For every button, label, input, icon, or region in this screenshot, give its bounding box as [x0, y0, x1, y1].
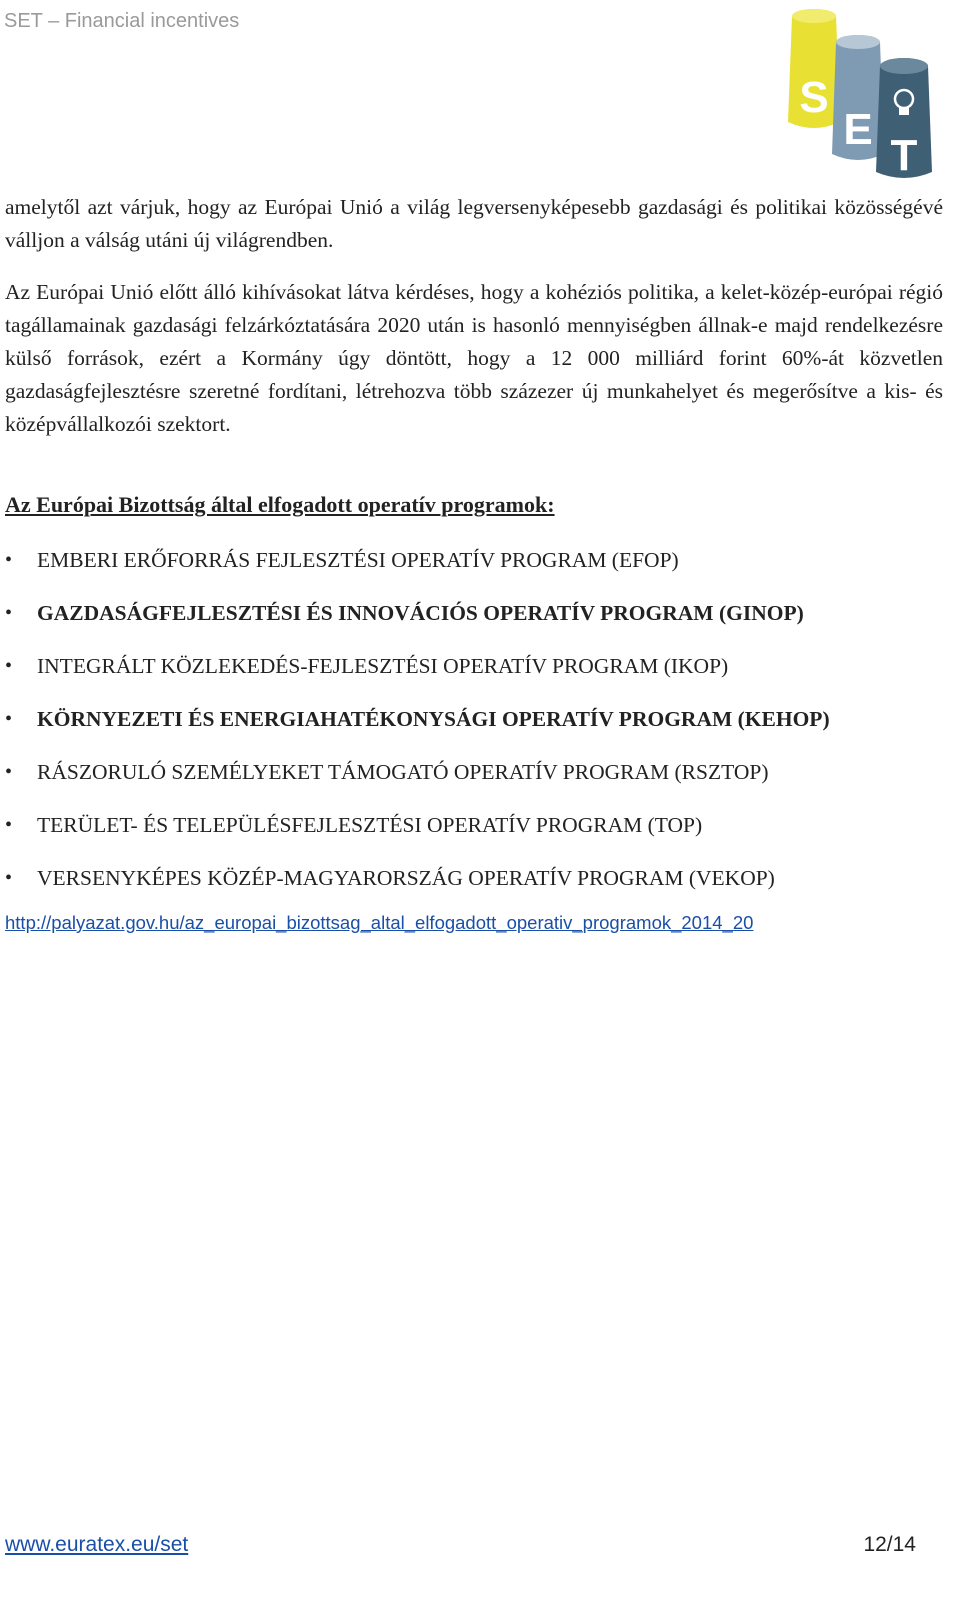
svg-text:S: S — [799, 73, 829, 122]
bullet-icon: • — [5, 814, 13, 836]
svg-text:E: E — [843, 105, 873, 154]
list-item — [0, 756, 940, 809]
bullet-icon: • — [5, 708, 13, 730]
list-item — [0, 544, 940, 597]
bullet-icon: • — [5, 761, 13, 783]
program-label: GAZDASÁGFEJLESZTÉSI ÉS INNOVÁCIÓS OPERATÍV PROGRAM (GINOP) — [37, 601, 804, 625]
page-number: 12/14 — [863, 1533, 916, 1556]
program-label: TERÜLET- ÉS TELEPÜLÉSFEJLESZTÉSI OPERATÍV PROGRAM (TOP) — [37, 813, 703, 837]
program-label: KÖRNYEZETI ÉS ENERGIAHATÉKONYSÁGI OPERATÍV PROGRAM (KEHOP) — [37, 707, 830, 731]
program-label: EMBERI ERŐFORRÁS FEJLESZTÉSI OPERATÍV PROGRAM (EFOP) — [37, 548, 679, 572]
list-item — [0, 809, 940, 862]
programs-heading: Az Európai Bizottság által elfogadott operatív programok: — [5, 492, 555, 517]
program-list — [0, 544, 940, 915]
footer-website-link[interactable]: www.euratex.eu/set — [5, 1533, 189, 1556]
program-label: RÁSZORULÓ SZEMÉLYEKET TÁMOGATÓ OPERATÍV PROGRAM (RSZTOP) — [37, 760, 769, 784]
svg-text:T: T — [890, 131, 918, 180]
list-item — [0, 597, 940, 650]
list-item — [0, 650, 940, 703]
header-title: SET – Financial incentives — [4, 10, 240, 32]
program-label: INTEGRÁLT KÖZLEKEDÉS-FEJLESZTÉSI OPERATÍV PROGRAM (IKOP) — [37, 654, 729, 678]
paragraph: Az Európai Unió előtt álló kihívásokat látva kérdéses, hogy a kohéziós politika, a kelet-közép-európai régió tagállamainak gazdasági felzárkóztatására 2020 után is hasonló mennyiségben állnak-e majd rendelkezésre külső források, ezért a Kormány úgy döntött, hogy a 12 000 milliárd forint 60%-át közvetlen gazdaságfejlesztésre szeretné fordítani, létrehozva több százezer új munkahelyet és megerősítve a kis- és középvállalkozói szektort. — [5, 280, 943, 436]
list-item — [0, 703, 940, 756]
source-link[interactable]: http://palyazat.gov.hu/az_europai_bizottsag_altal_elfogadott_operativ_programok_2014_20 — [5, 912, 754, 933]
list-item — [0, 862, 940, 915]
bullet-icon: • — [5, 867, 13, 889]
set-logo-icon — [780, 4, 940, 182]
program-label: VERSENYKÉPES KÖZÉP-MAGYARORSZÁG OPERATÍV PROGRAM (VEKOP) — [37, 866, 775, 890]
bullet-icon: • — [5, 602, 13, 624]
bullet-icon: • — [5, 655, 13, 677]
paragraph: amelytől azt várjuk, hogy az Európai Unió a világ legversenyképesebb gazdasági és politikai közösségévé válljon a válság utáni új világrendben. — [5, 195, 943, 252]
bullet-icon: • — [5, 549, 13, 571]
